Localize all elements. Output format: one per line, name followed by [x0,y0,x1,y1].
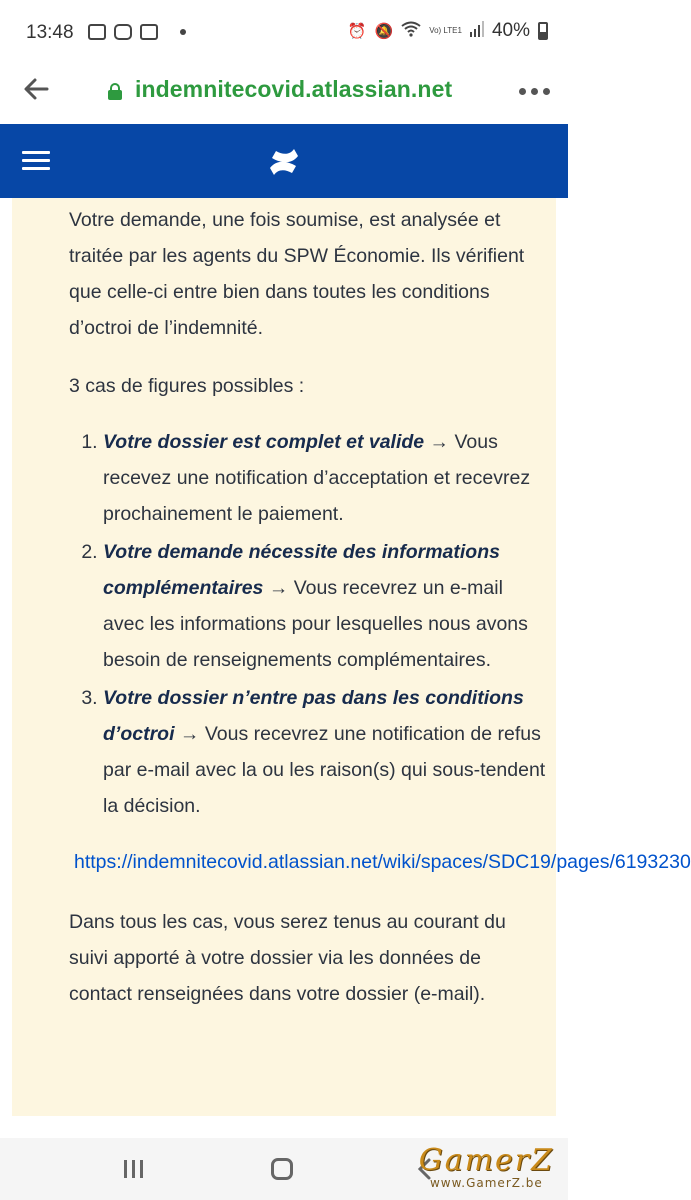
arrow-left-icon [23,77,49,101]
home-icon[interactable] [271,1158,293,1180]
dot-icon [180,29,186,35]
system-icons [348,20,548,42]
gmail-icon [88,24,106,40]
lock-icon [108,83,122,100]
battery-percent: 40% [491,20,530,41]
cases-heading: 3 cas de figures possibles : [69,375,305,397]
page-content [0,198,691,1138]
watermark-sub: www.GamerZ.be [429,1176,543,1190]
volte-icon: Vo) LTE1 [429,26,462,35]
hamburger-icon[interactable] [22,151,50,171]
watermark-logo [418,1143,554,1190]
info-panel [12,198,691,1116]
recent-apps-icon[interactable] [124,1160,143,1178]
alarm-icon: ⏰ [347,23,367,40]
url-text[interactable]: indemnitecovid.atlassian.net [135,76,453,102]
wifi-icon [401,21,421,41]
case-text: → Vous recevrez un e-mail avec les informations pour lesquelles nous avons besoin de renseignements complémentaires. [103,577,528,671]
mute-icon: 🔕 [374,23,394,40]
confluence-header [0,124,568,198]
browser-back-button[interactable] [18,76,54,108]
case-title: Votre demande nécessite des informations complémentaires [103,541,500,599]
wiki-link[interactable]: https://indemnitecovid.atlassian.net/wiki/spaces/SDC19/pages/6193230 [74,851,691,873]
signal-icon [470,21,484,41]
cases-list [69,424,549,824]
status-time: 13:48 [26,22,74,43]
case-title: Votre dossier n’entre pas dans les conditions d’octroi [103,687,524,745]
intro-paragraph: Votre demande, une fois soumise, est analysée et traitée par les agents du SPW Économie. Ils vérifient que celle-ci entre bien dans toutes les conditions d’octroi de l’indemnité. [69,209,525,339]
confluence-logo-icon[interactable] [266,144,302,180]
list-item [103,680,549,824]
email-icon [140,24,158,40]
watermark-main: GamerZ [418,1143,554,1178]
list-item [103,534,549,678]
battery-icon [538,22,548,40]
final-paragraph: Dans tous les cas, vous serez tenus au courant du suivi apporté à votre dossier via les données de contact renseignées dans votre dossier (e-mail). [69,911,506,1005]
case-text: → Vous recevrez une notification de refus par e-mail avec la ou les raison(s) qui sous-tendent la décision. [103,723,546,817]
case-text: → Vous recevez une notification d’acceptation et recevrez prochainement le paiement. [103,431,531,525]
case-title: Votre dossier est complet et valide [103,431,425,453]
list-item [103,424,549,532]
instagram-icon [114,24,132,40]
more-vert-icon[interactable] [519,88,550,95]
notification-icons [88,24,186,40]
browser-url-bar [0,60,568,124]
